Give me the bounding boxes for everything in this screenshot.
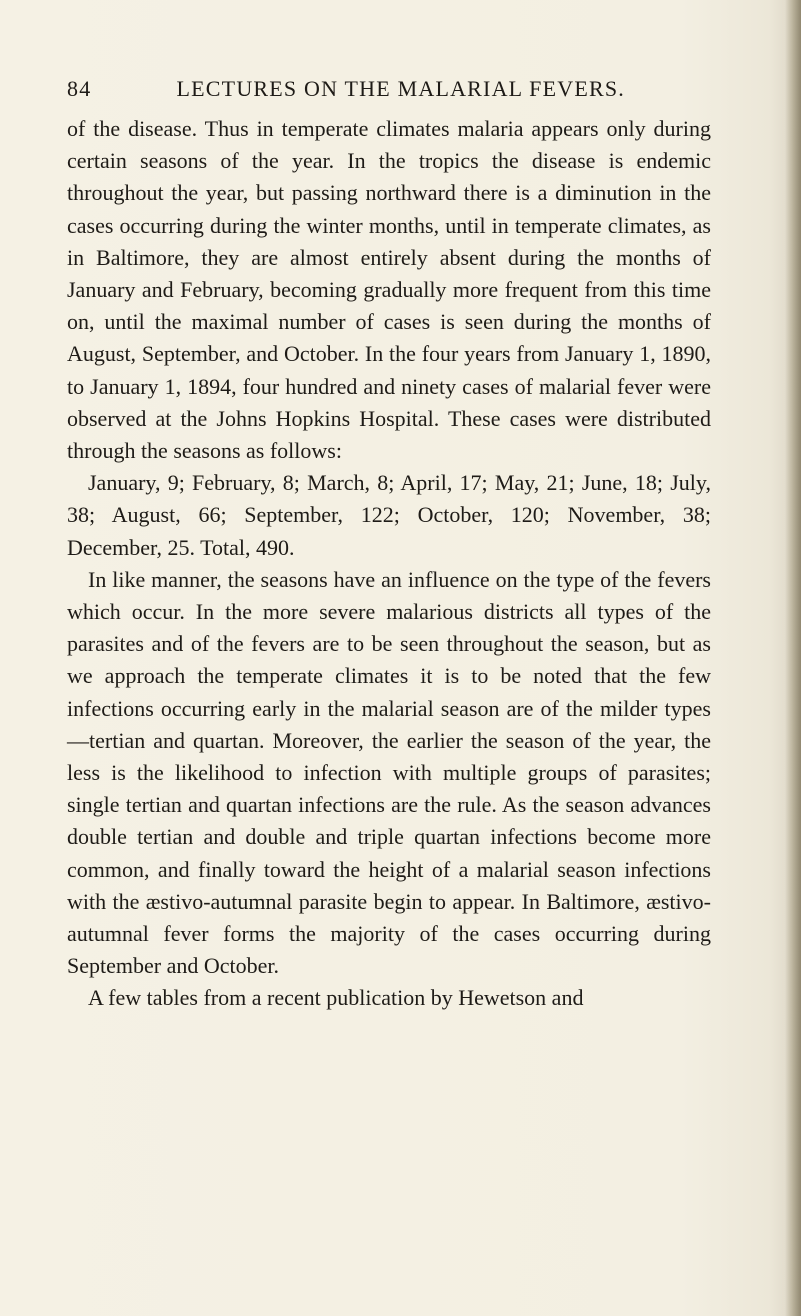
page-binding-edge (785, 0, 801, 1316)
running-head (67, 76, 625, 108)
body-text (67, 113, 711, 1015)
running-title: LECTURES ON THE MALARIAL FEVERS. (176, 76, 625, 101)
paragraph-tables-intro: A few tables from a recent publication by Hewetson and (88, 985, 584, 1011)
page-number: 84 (67, 76, 92, 101)
paragraph-monthly-cases: January, 9; February, 8; March, 8; April, 17; May, 21; June, 18; July, 38; August, 66; September, 122; October, 120; November, 38; December, 25. Total, 490. (67, 470, 711, 560)
paragraph-fever-types: In like manner, the seasons have an influence on the type of the fevers which occur. In the more severe malarious districts all types of the parasites and of the fevers are to be seen throughout the season, but as we approach the temperate climates it is to be noted that the few infections occurring early in the malarial season are of the milder types—tertian and quartan. Moreover, the earlier the season of the year, the less is the likelihood to infection with multiple groups of parasites; single tertian and quartan infections are the rule. As the season advances double tertian and double and triple quartan infections become more common, and finally toward the height of a malarial season infections with the æstivo-autumnal parasite begin to appear. In Baltimore, æstivo-autumnal fever forms the majority of the cases occurring during September and October. (67, 566, 711, 979)
paragraph-continued: of the disease. Thus in temperate climates malaria appears only during certain seasons of the year. In the tropics the disease is endemic throughout the year, but passing northward there is a diminution in the cases occurring during the winter months, until in temperate climates, as in Baltimore, they are almost entirely absent during the months of January and February, becoming gradually more frequent from this time on, until the maximal number of cases is seen during the months of August, September, and October. In the four years from January 1, 1890, to January 1, 1894, four hundred and ninety cases of malarial fever were observed at the Johns Hopkins Hospital. These cases were distributed through the seasons as follows: (67, 116, 711, 464)
